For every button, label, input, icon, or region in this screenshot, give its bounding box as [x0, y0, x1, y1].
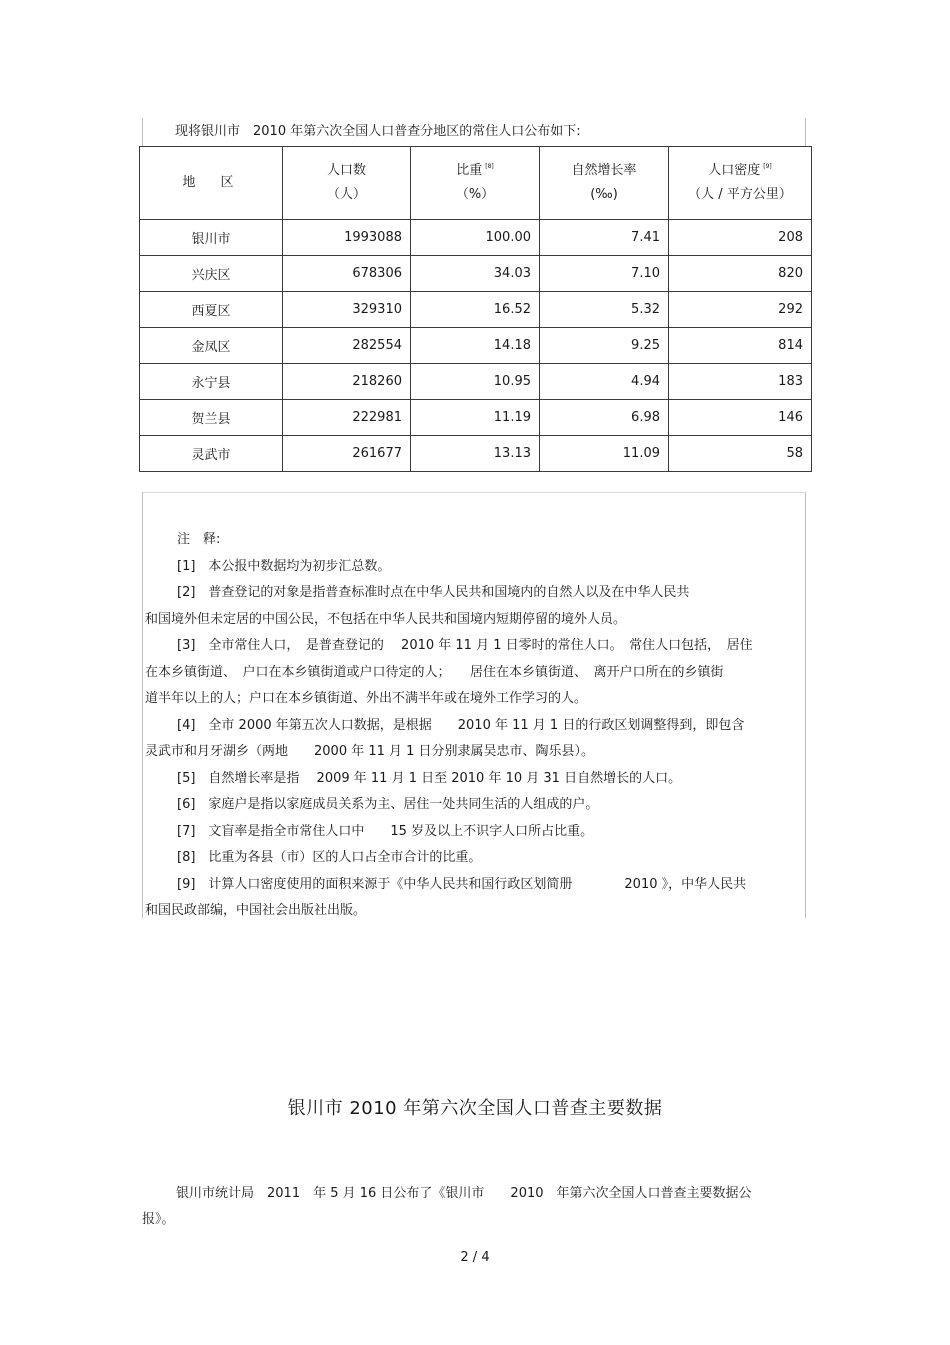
paragraph-line: 报》。 — [142, 1212, 175, 1227]
row-population: 222981 — [283, 400, 411, 436]
row-population: 282554 — [283, 328, 411, 364]
row-share: 13.13 — [411, 436, 540, 472]
header-density — [669, 147, 812, 220]
header-population — [283, 147, 411, 220]
header-share — [411, 147, 540, 220]
row-density: 820 — [669, 256, 812, 292]
row-population: 218260 — [283, 364, 411, 400]
row-density: 814 — [669, 328, 812, 364]
table-header-row — [140, 147, 812, 220]
row-share: 10.95 — [411, 364, 540, 400]
row-population: 329310 — [283, 292, 411, 328]
note-line: [7] 文盲率是指全市常住人口中 15 岁及以上不识字人口所占比重。 — [177, 823, 594, 839]
row-name: 永宁县 — [140, 364, 283, 400]
header-growth — [540, 147, 669, 220]
row-growth: 7.41 — [540, 220, 669, 256]
row-density: 208 — [669, 220, 812, 256]
table-row — [140, 364, 812, 400]
header-population-label: 人口数 — [326, 163, 366, 178]
note-line: 和国境外但未定居的中国公民，不包括在中华人民共和国境内短期停留的境外人员。 — [145, 611, 627, 627]
header-density-label: 人口密度 — [708, 163, 761, 178]
row-growth: 9.25 — [540, 328, 669, 364]
row-name: 西夏区 — [140, 292, 283, 328]
note-line: 在本乡镇街道、 户口在本乡镇街道或户口待定的人； 居住在本乡镇街道、 离开户口所在的乡镇街 — [145, 664, 724, 680]
row-share: 11.19 — [411, 400, 540, 436]
row-name: 灵武市 — [140, 436, 283, 472]
row-growth: 7.10 — [540, 256, 669, 292]
table-row — [140, 436, 812, 472]
row-name: 贺兰县 — [140, 400, 283, 436]
header-region: 地 区 — [140, 147, 283, 220]
table-row — [140, 220, 812, 256]
table-row — [140, 292, 812, 328]
header-growth-label: 自然增长率 — [571, 163, 637, 178]
paragraph-line: 银川市统计局 2011 年 5 月 16 日公布了《银川市 2010 年第六次全国人口普查主要数据公 — [176, 1186, 752, 1201]
row-density: 183 — [669, 364, 812, 400]
row-population: 1993088 — [283, 220, 411, 256]
table-row — [140, 256, 812, 292]
header-population-unit: （人） — [326, 187, 366, 202]
row-name: 金凤区 — [140, 328, 283, 364]
body-paragraph — [142, 1181, 806, 1233]
note-line: [8] 比重为各县（市）区的人口占全市合计的比重。 — [177, 850, 482, 865]
note-line: 道半年以上的人；户口在本乡镇街道、外出不满半年或在境外工作学习的人。 — [145, 691, 588, 706]
notes-heading: 注 释: — [177, 532, 221, 547]
row-density: 58 — [669, 436, 812, 472]
header-density-ref: [9] — [763, 163, 772, 170]
row-density: 292 — [669, 292, 812, 328]
section-title: 银川市 2010 年第六次全国人口普查主要数据 — [287, 1098, 663, 1119]
intro-text: 现将银川市 2010 年第六次全国人口普查分地区的常住人口公布如下: — [142, 118, 806, 146]
note-line: [5] 自然增长率是指 2009 年 11 月 1 日至 2010 年 10 月 31 日自然增长的人口。 — [177, 770, 682, 786]
row-share: 14.18 — [411, 328, 540, 364]
row-share: 100.00 — [411, 220, 540, 256]
note-line: [2] 普查登记的对象是指普查标准时点在中华人民共和国境内的自然人以及在中华人民共 — [177, 585, 690, 600]
note-line: [4] 全市 2000 年第五次人口数据，是根据 2010 年 11 月 1 日的行政区划调整得到，即包含 — [177, 717, 745, 733]
population-table — [139, 146, 812, 472]
row-growth: 11.09 — [540, 436, 669, 472]
row-share: 16.52 — [411, 292, 540, 328]
row-name: 兴庆区 — [140, 256, 283, 292]
note-line: 和国民政部编，中国社会出版社出版。 — [145, 903, 367, 918]
row-population: 261677 — [283, 436, 411, 472]
note-line: [6] 家庭户是指以家庭成员关系为主、居住一处共同生活的人组成的户。 — [177, 797, 599, 812]
row-population: 678306 — [283, 256, 411, 292]
header-share-ref: [8] — [485, 163, 494, 170]
note-line: [1] 本公报中数据均为初步汇总数。 — [177, 558, 391, 574]
row-density: 146 — [669, 400, 812, 436]
header-share-label: 比重 — [456, 163, 483, 178]
row-growth: 6.98 — [540, 400, 669, 436]
row-growth: 4.94 — [540, 364, 669, 400]
header-share-unit: （%） — [455, 187, 495, 202]
page-number: 2 / 4 — [460, 1250, 490, 1265]
row-growth: 5.32 — [540, 292, 669, 328]
note-line: [3] 全市常住人口， 是普查登记的 2010 年 11 月 1 日零时的常住人口。 常住人口包括， 居住 — [177, 638, 753, 653]
header-growth-unit: (‰) — [590, 187, 618, 202]
row-share: 34.03 — [411, 256, 540, 292]
note-line: 灵武市和月牙湖乡（两地 2000 年 11 月 1 日分别隶属吴忠市、陶乐县）。 — [145, 744, 595, 759]
note-line: [9] 计算人口密度使用的面积来源于《中华人民共和国行政区划简册 2010 》，中华人民共 — [177, 876, 747, 892]
notes-section — [142, 492, 806, 918]
row-name: 银川市 — [140, 220, 283, 256]
table-row — [140, 328, 812, 364]
table-row — [140, 400, 812, 436]
header-density-unit: （人 / 平方公里） — [688, 187, 792, 202]
